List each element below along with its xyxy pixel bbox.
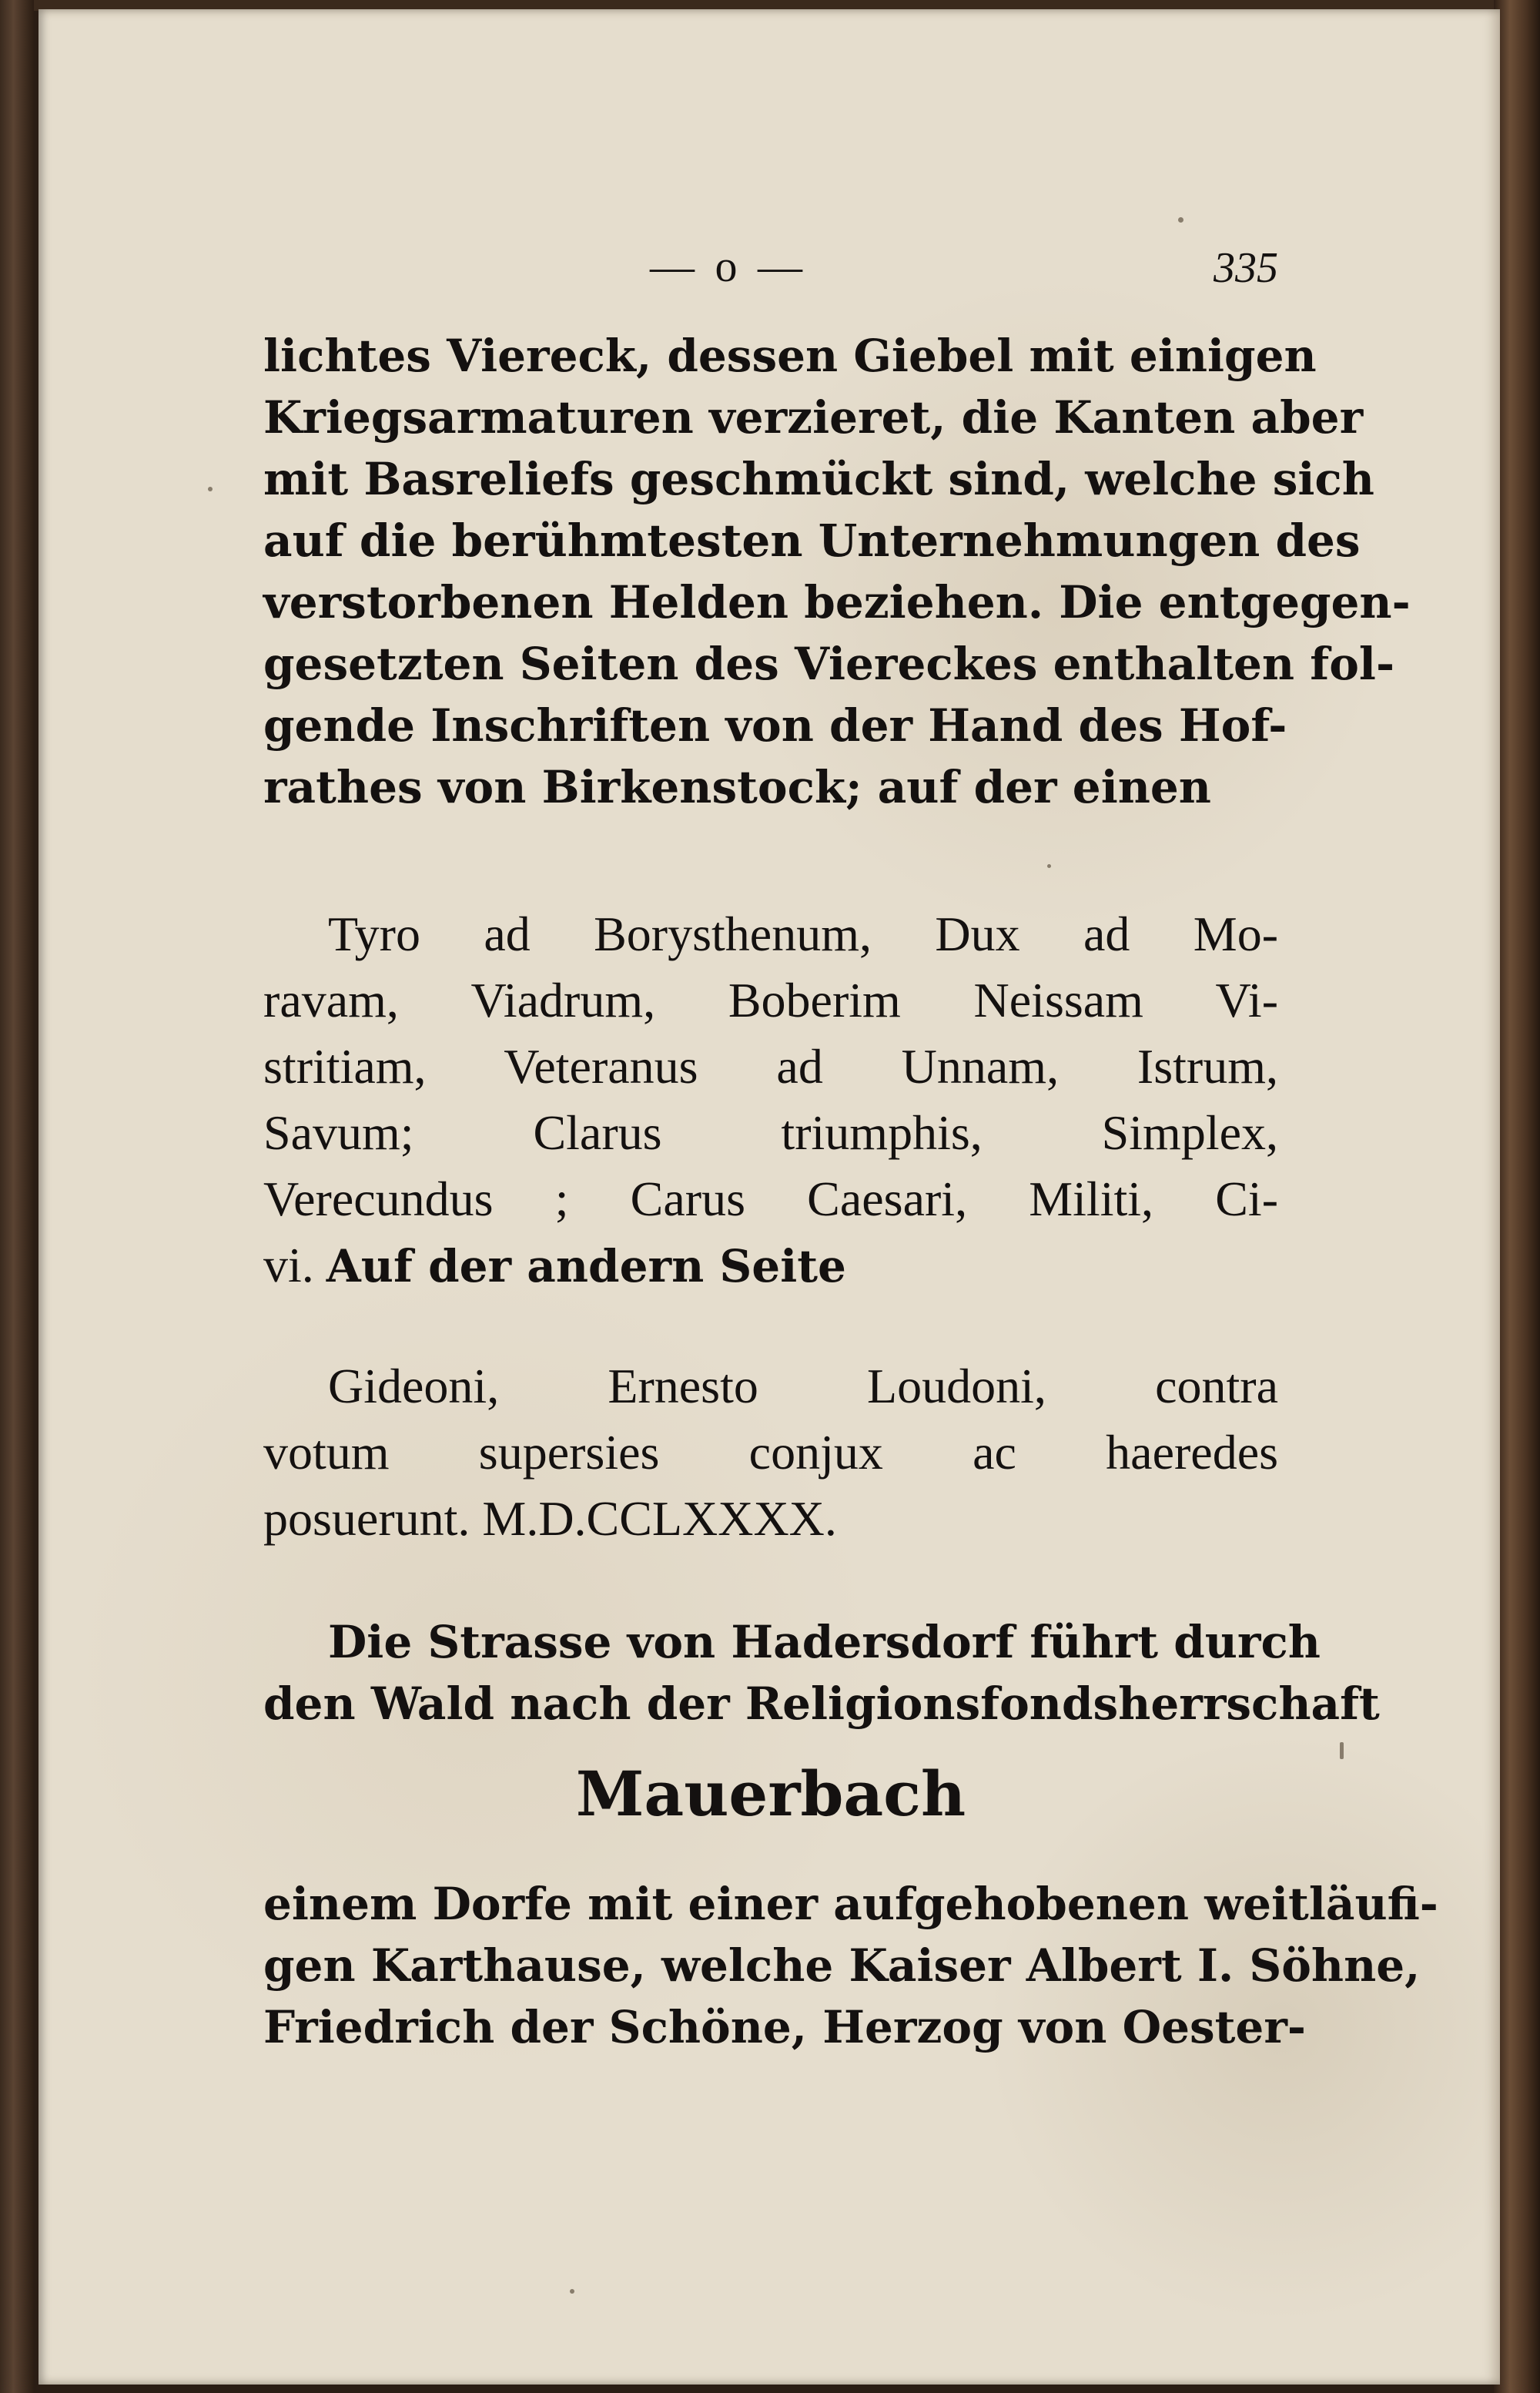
text-line: Friedrich der Schöne, Herzog von Oester- bbox=[263, 2001, 1306, 2053]
inscription-first-side bbox=[263, 901, 1278, 1299]
text-line: verstorbenen Helden beziehen. Die entgegen- bbox=[263, 576, 1411, 628]
inscription-line: Tyro ad Borysthenum, Dux ad Mo- bbox=[328, 907, 1278, 961]
text-line: Die Strasse von Hadersdorf führt durch bbox=[328, 1616, 1321, 1668]
header-ornament: — o — bbox=[650, 241, 807, 291]
paper-speck bbox=[1178, 217, 1183, 223]
text-line: Kriegsarmaturen verzieret, die Kanten aber bbox=[263, 391, 1364, 444]
binding-left-edge bbox=[0, 0, 34, 2393]
inscription-tail-latin: vi. bbox=[263, 1238, 314, 1292]
paper-speck bbox=[1340, 1742, 1344, 1759]
running-header bbox=[263, 240, 1278, 310]
text-line: einem Dorfe mit einer aufgehobenen weitläufi- bbox=[263, 1878, 1438, 1930]
page-number: 335 bbox=[1214, 244, 1278, 292]
text-line: auf die berühmtesten Unternehmungen des bbox=[263, 514, 1361, 567]
text-line: den Wald nach der Religionsfondsherrschaft bbox=[263, 1677, 1380, 1730]
text-line: lichtes Viereck, dessen Giebel mit einigen bbox=[263, 330, 1317, 382]
paragraph-monument-description bbox=[263, 325, 1411, 818]
binding-right-edge bbox=[1494, 0, 1540, 2393]
place-heading: Mauerbach bbox=[575, 1758, 966, 1830]
text-line: mit Basreliefs geschmückt sind, welche sich bbox=[263, 453, 1374, 505]
text-line: gesetzten Seiten des Viereckes enthalten fol- bbox=[263, 638, 1395, 690]
inscription-tail-german: Auf der andern Seite bbox=[326, 1240, 846, 1292]
inscription-line: posuerunt. M.D.CCLXXXX. bbox=[263, 1491, 837, 1546]
paragraph-road bbox=[263, 1611, 1380, 1734]
paper-speck bbox=[570, 2289, 574, 2294]
inscription-line: Gideoni, Ernesto Loudoni, contra bbox=[328, 1359, 1278, 1413]
inscription-line: Verecundus ; Carus Caesari, Militi, Ci- bbox=[263, 1171, 1278, 1226]
inscription-tail-line bbox=[263, 1232, 1278, 1299]
text-line: gen Karthause, welche Kaiser Albert I. Söhne, bbox=[263, 1939, 1421, 1992]
inscription-line: stritiam, Veteranus ad Unnam, Istrum, bbox=[263, 1039, 1278, 1094]
inscription-line: Savum; Clarus triumphis, Simplex, bbox=[263, 1105, 1278, 1160]
text-line: rathes von Birkenstock; auf der einen bbox=[263, 761, 1211, 813]
book-page bbox=[38, 9, 1500, 2385]
inscription-line: ravam, Viadrum, Boberim Neissam Vi- bbox=[263, 973, 1278, 1027]
paper-speck bbox=[208, 487, 213, 491]
inscription-other-side bbox=[263, 1353, 1278, 1552]
paragraph-mauerbach bbox=[263, 1873, 1438, 2058]
text-line: gende Inschriften von der Hand des Hof- bbox=[263, 699, 1287, 752]
paper-speck bbox=[1047, 864, 1051, 868]
inscription-line: votum supersies conjux ac haeredes bbox=[263, 1425, 1278, 1480]
